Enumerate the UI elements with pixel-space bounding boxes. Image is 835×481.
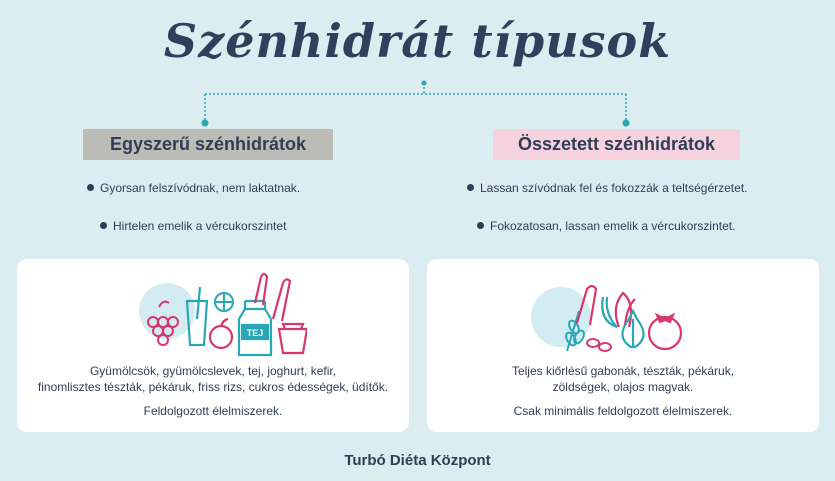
complex-processed-text: Csak minimális feldolgozott élelmiszerek. (513, 404, 733, 418)
lemon-icon (215, 293, 233, 311)
complex-carbs-label: Összetett szénhidrátok (493, 129, 740, 160)
bullet-icon (477, 222, 484, 229)
simple-bullet-1 (87, 181, 300, 195)
bullet-text: Fokozatosan, lassan emelik a vércukorszintet. (490, 219, 736, 233)
complex-foods-illustration (527, 267, 687, 359)
yogurt-icon (279, 324, 307, 353)
bullet-text: Lassan szívódnak fel és fokozzák a teltségérzetet. (480, 181, 748, 195)
simple-carbs-card (17, 259, 409, 432)
bread-icon (255, 274, 290, 321)
simple-foods-illustration (137, 267, 307, 359)
seeds-icon (587, 339, 611, 351)
simple-bullet-2 (100, 219, 286, 233)
bullet-icon (100, 222, 107, 229)
simple-foods-text: Gyümölcsök, gyümölcslevek, tej, joghurt, kefir, (89, 364, 337, 378)
footer-brand: Turbó Diéta Központ (344, 452, 491, 469)
complex-foods-text: Teljes kiőrlésű gabonák, tészták, pékáruk, (511, 364, 735, 378)
carton-label: TEJ (246, 328, 264, 338)
simple-processed-text: Feldolgozott élelmiszerek. (143, 404, 283, 418)
simple-carbs-label: Egyszerű szénhidrátok (83, 129, 333, 160)
bullet-icon (87, 184, 94, 191)
bullet-text: Gyorsan felszívódnak, nem laktatnak. (100, 181, 301, 195)
bullet-text: Hirtelen emelik a vércukorszintet (113, 219, 287, 233)
connector-lines (0, 0, 835, 135)
complex-foods-text: zöldségek, olajos magvak. (552, 380, 694, 394)
apple-icon (210, 319, 232, 348)
complex-bullet-2 (477, 219, 735, 233)
simple-foods-text: finomlisztes tészták, pékáruk, friss rizs, cukros édességek, üdítők. (37, 380, 389, 394)
bullet-icon (467, 184, 474, 191)
page-title: Szénhidrát típusok (163, 14, 672, 68)
complex-carbs-card (427, 259, 819, 432)
complex-bullet-1 (467, 181, 747, 195)
tomato-icon (649, 315, 681, 349)
